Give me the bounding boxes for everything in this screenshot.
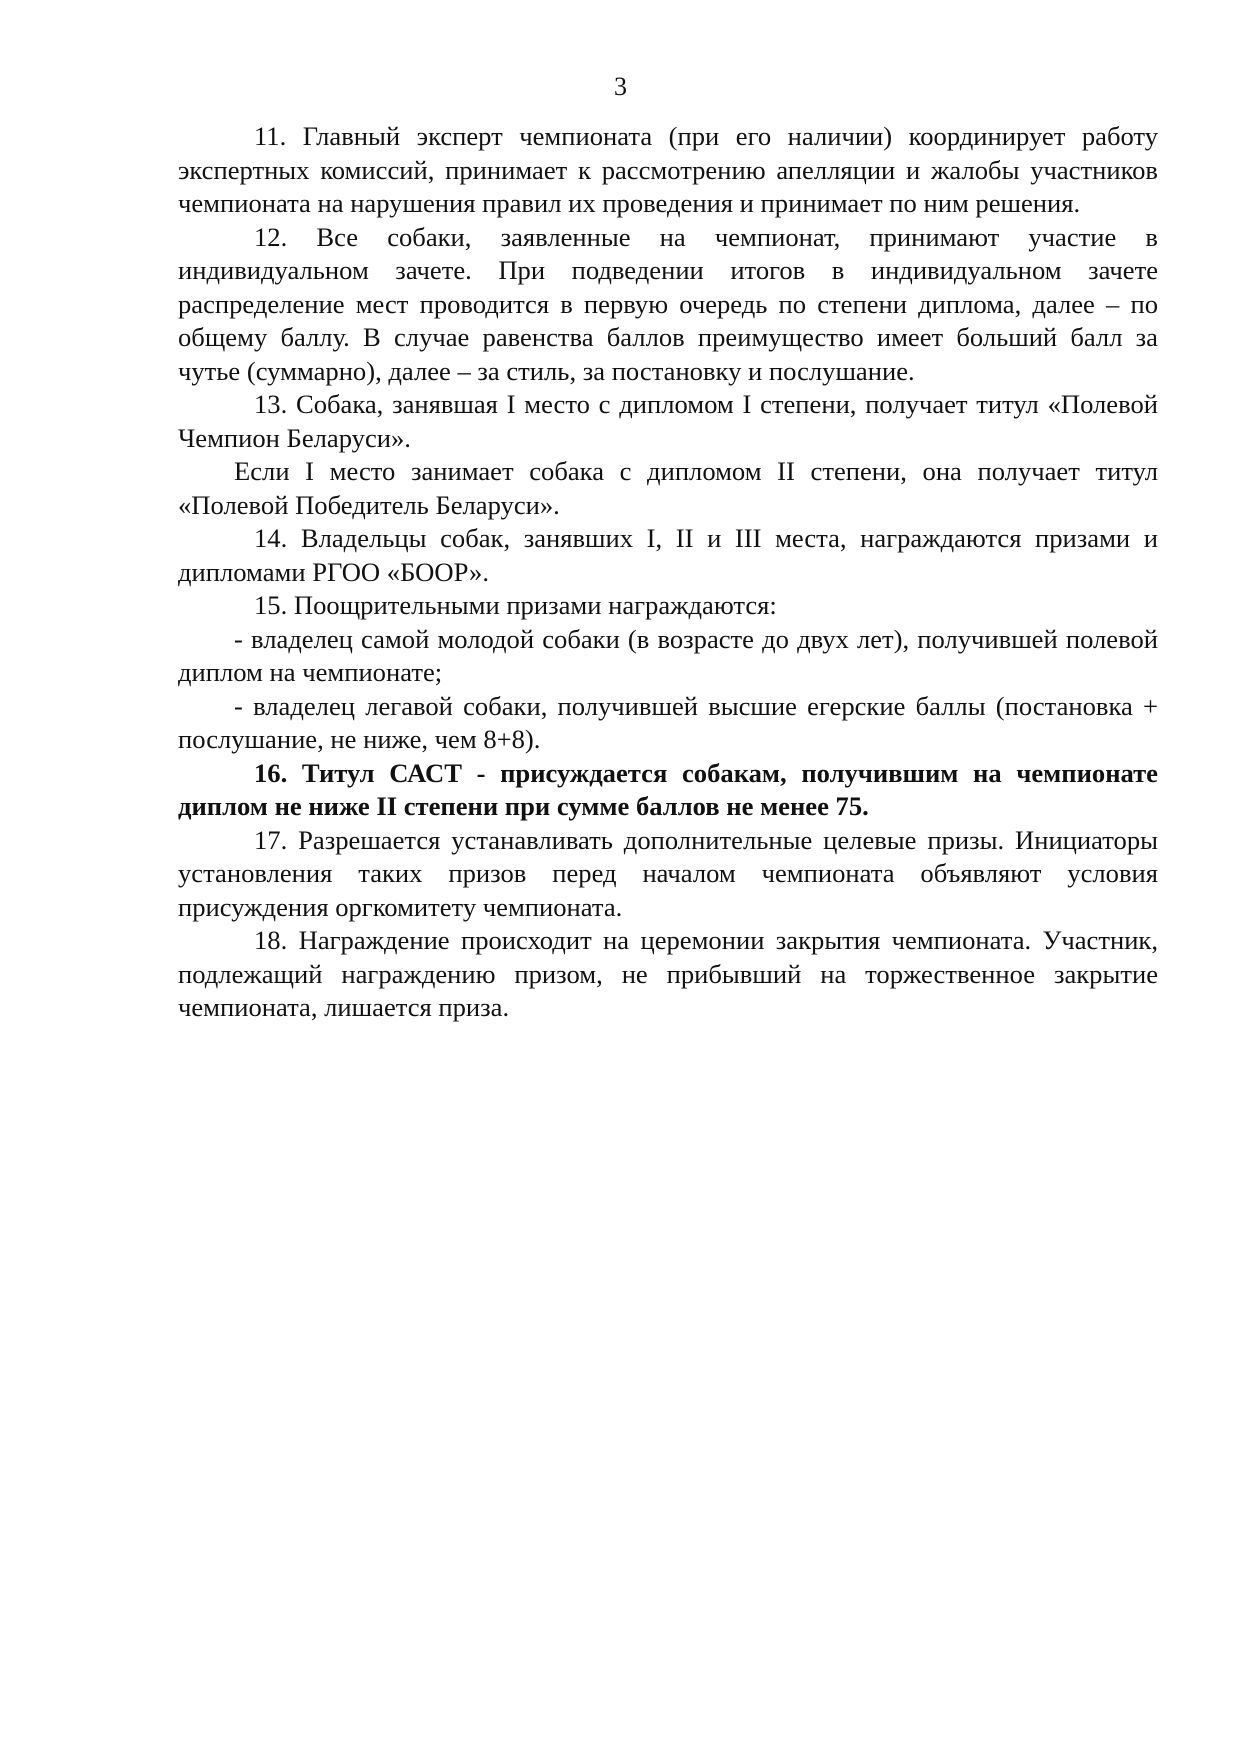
- paragraph-17-target-prizes: 17. Разрешается устанавливать дополнительные целевые призы. Инициаторы установления таких призов перед началом чемпионата объявляют условия присуждения оргкомитету чемпионата.: [178, 824, 1158, 922]
- list-item-pointer-scores: - владелец легавой собаки, получившей высшие егерские баллы (постановка + послушание, не ниже, чем 8+8).: [178, 690, 1158, 754]
- list-item-youngest-dog: - владелец самой молодой собаки (в возрасте до двух лет), получившей полевой диплом на чемпионате;: [178, 623, 1158, 687]
- paragraph-12-individual-standings: 12. Все собаки, заявленные на чемпионат, принимают участие в индивидуальном зачете. При подведении итогов в индивидуальном зачете распределение мест проводится в первую очередь по степени диплома, далее – по общему баллу. В случае равенства баллов преимущество имеет больший балл за чутье (суммарно), далее – за стиль, за постановку и послушание.: [178, 221, 1158, 386]
- paragraph-13-champion-title: 13. Собака, занявшая I место с дипломом I степени, получает титул «Полевой Чемпион Беларуси».: [178, 389, 1158, 453]
- paragraph-13-winner-title: Если I место занимает собака с дипломом II степени, она получает титул «Полевой Победитель Беларуси».: [178, 456, 1158, 520]
- paragraph-18-award-ceremony: 18. Награждение происходит на церемонии закрытия чемпионата. Участник, подлежащий награждению призом, не прибывший на торжественное закрытие чемпионата, лишается приза.: [178, 925, 1158, 1022]
- paragraph-16-cact-title: 16. Титул САСТ - присуждается собакам, получившим на чемпионате диплом не ниже II степени при сумме баллов не менее 75.: [178, 757, 1158, 821]
- document-body: [178, 120, 1158, 1025]
- paragraph-14-prizes: 14. Владельцы собак, занявших I, II и III места, награждаются призами и дипломами РГОО «БООР».: [178, 523, 1158, 587]
- paragraph-11-chief-expert: 11. Главный эксперт чемпионата (при его наличии) координирует работу экспертных комиссий, принимает к рассмотрению апелляции и жалобы участников чемпионата на нарушения правил их проведения и принимает по ним решения.: [178, 121, 1158, 218]
- paragraph-15-incentive-prizes: 15. Поощрительными призами награждаются:: [254, 590, 777, 620]
- page-number: 3: [614, 72, 627, 101]
